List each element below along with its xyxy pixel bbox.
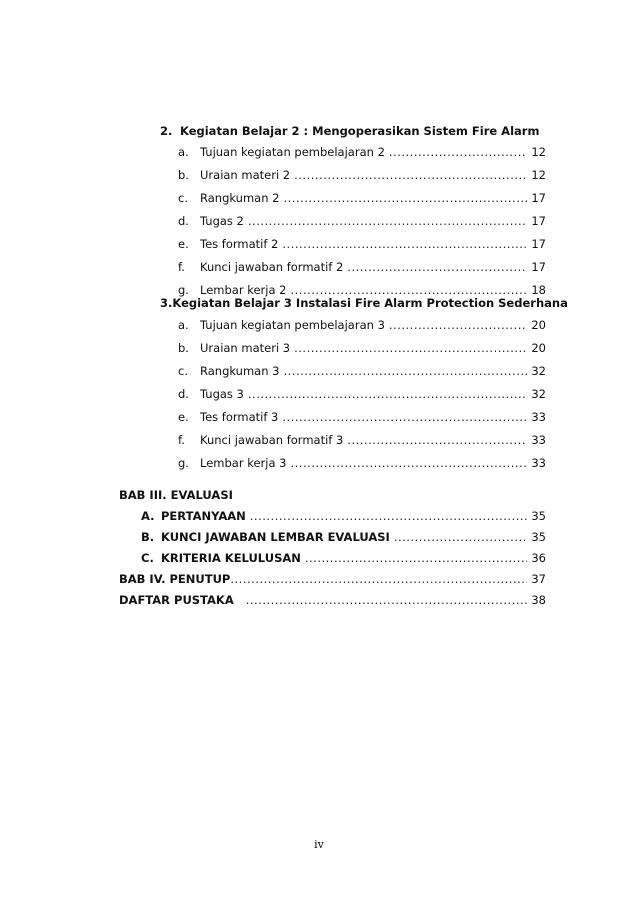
toc-entry-page: 33 [531, 456, 546, 470]
toc-entry[interactable] [141, 551, 546, 565]
toc-entry-page: 32 [531, 387, 546, 401]
toc-entry-letter: d. [178, 214, 189, 228]
toc-entry[interactable] [178, 237, 546, 251]
dot-leader [283, 364, 527, 378]
dot-leader [282, 410, 527, 424]
toc-entry[interactable] [141, 509, 546, 523]
toc-entry-title: KUNCI JAWABAN LEMBAR EVALUASI [161, 530, 390, 544]
toc-entry-letter: B. [141, 530, 155, 544]
toc-entry-title: Rangkuman 2 [200, 191, 280, 205]
toc-entry-letter: d. [178, 387, 189, 401]
toc-entry-letter: g. [178, 456, 189, 470]
toc-entry[interactable] [178, 433, 546, 447]
toc-entry-title: Uraian materi 3 [200, 341, 291, 355]
dot-leader [250, 509, 528, 523]
kb3-title: Kegiatan Belajar 3 Instalasi Fire Alarm Protection Sederhana [172, 296, 568, 310]
toc-entry-title: Tugas 3 [200, 387, 244, 401]
toc-entry-title: KRITERIA KELULUSAN [161, 551, 301, 565]
toc-entry-title: PERTANYAAN [161, 509, 246, 523]
toc-entry-letter: a. [178, 318, 189, 332]
dot-leader [347, 433, 527, 447]
toc-entry[interactable] [178, 318, 546, 332]
toc-entry[interactable] [141, 530, 546, 544]
toc-entry[interactable] [178, 387, 546, 401]
toc-entry-page: 17 [531, 260, 546, 274]
toc-entry-page: 38 [531, 593, 546, 607]
dot-leader [294, 168, 527, 182]
dot-leader [290, 283, 527, 297]
kb2-number: 2. [160, 124, 173, 138]
toc-entry-title: Tujuan kegiatan pembelajaran 2 [200, 145, 385, 159]
kb3-number: 3. [160, 296, 173, 310]
toc-entry-page: 33 [531, 410, 546, 424]
toc-entry[interactable] [178, 341, 546, 355]
toc-entry-title: Kunci jawaban formatif 3 [200, 433, 344, 447]
toc-entry-title: DAFTAR PUSTAKA [119, 593, 234, 607]
toc-entry-page: 17 [531, 191, 546, 205]
kb3-heading [160, 296, 568, 310]
toc-entry-page: 35 [531, 530, 546, 544]
dot-leader [246, 593, 528, 607]
toc-entry-title: Tugas 2 [200, 214, 244, 228]
toc-entry[interactable] [178, 260, 546, 274]
toc-entry[interactable] [178, 456, 546, 470]
dot-leader [305, 551, 527, 565]
bab3-heading: BAB III. EVALUASI [119, 488, 233, 502]
toc-entry-letter: f. [178, 433, 185, 447]
kb2-title: Kegiatan Belajar 2 : Mengoperasikan Sistem Fire Alarm [180, 124, 540, 138]
toc-entry-letter: b. [178, 341, 189, 355]
toc-entry-page: 17 [531, 214, 546, 228]
toc-entry-letter: c. [178, 191, 188, 205]
dot-leader [294, 341, 527, 355]
dot-leader [248, 214, 527, 228]
toc-entry-daftar-pustaka[interactable] [119, 593, 546, 607]
toc-entry-title: Tes formatif 3 [200, 410, 279, 424]
toc-entry-page: 36 [531, 551, 546, 565]
kb2-heading [160, 124, 550, 138]
toc-entry-title: Tujuan kegiatan pembelajaran 3 [200, 318, 385, 332]
toc-entry[interactable] [178, 145, 546, 159]
toc-entry-letter: b. [178, 168, 189, 182]
dot-leader [394, 530, 528, 544]
dot-leader [248, 387, 527, 401]
toc-entry-letter: c. [178, 364, 188, 378]
toc-entry[interactable] [178, 214, 546, 228]
dot-leader [290, 456, 527, 470]
toc-entry-title: Tes formatif 2 [200, 237, 279, 251]
toc-entry[interactable] [178, 191, 546, 205]
toc-entry-title: Kunci jawaban formatif 2 [200, 260, 344, 274]
toc-entry-letter: a. [178, 145, 189, 159]
toc-entry-page: 37 [531, 572, 546, 586]
toc-entry-page: 12 [531, 168, 546, 182]
dot-leader [282, 237, 527, 251]
toc-entry-page: 12 [531, 145, 546, 159]
toc-entry-page: 35 [531, 509, 546, 523]
toc-entry-title: Lembar kerja 3 [200, 456, 287, 470]
toc-entry-bab4[interactable] [119, 572, 546, 586]
dot-leader [347, 260, 527, 274]
toc-entry-letter: f. [178, 260, 185, 274]
toc-entry-letter: C. [141, 551, 154, 565]
toc-entry-page: 17 [531, 237, 546, 251]
toc-entry-page: 20 [531, 341, 546, 355]
toc-entry-letter: g. [178, 283, 189, 297]
toc-entry[interactable] [178, 410, 546, 424]
toc-entry[interactable] [178, 283, 546, 297]
toc-entry-title: Lembar kerja 2 [200, 283, 287, 297]
dot-leader [283, 191, 527, 205]
dot-leader [230, 572, 527, 586]
toc-entry-page: 18 [531, 283, 546, 297]
toc-entry-letter: e. [178, 410, 189, 424]
toc-entry-page: 33 [531, 433, 546, 447]
toc-entry-title: Uraian materi 2 [200, 168, 291, 182]
dot-leader [389, 318, 527, 332]
toc-entry[interactable] [178, 364, 546, 378]
toc-entry-title: BAB IV. PENUTUP [119, 572, 231, 586]
toc-entry-letter: e. [178, 237, 189, 251]
toc-entry-letter: A. [141, 509, 155, 523]
toc-entry-title: Rangkuman 3 [200, 364, 280, 378]
dot-leader [389, 145, 527, 159]
toc-entry-page: 32 [531, 364, 546, 378]
toc-entry[interactable] [178, 168, 546, 182]
page-number: iv [314, 838, 324, 851]
toc-entry-page: 20 [531, 318, 546, 332]
